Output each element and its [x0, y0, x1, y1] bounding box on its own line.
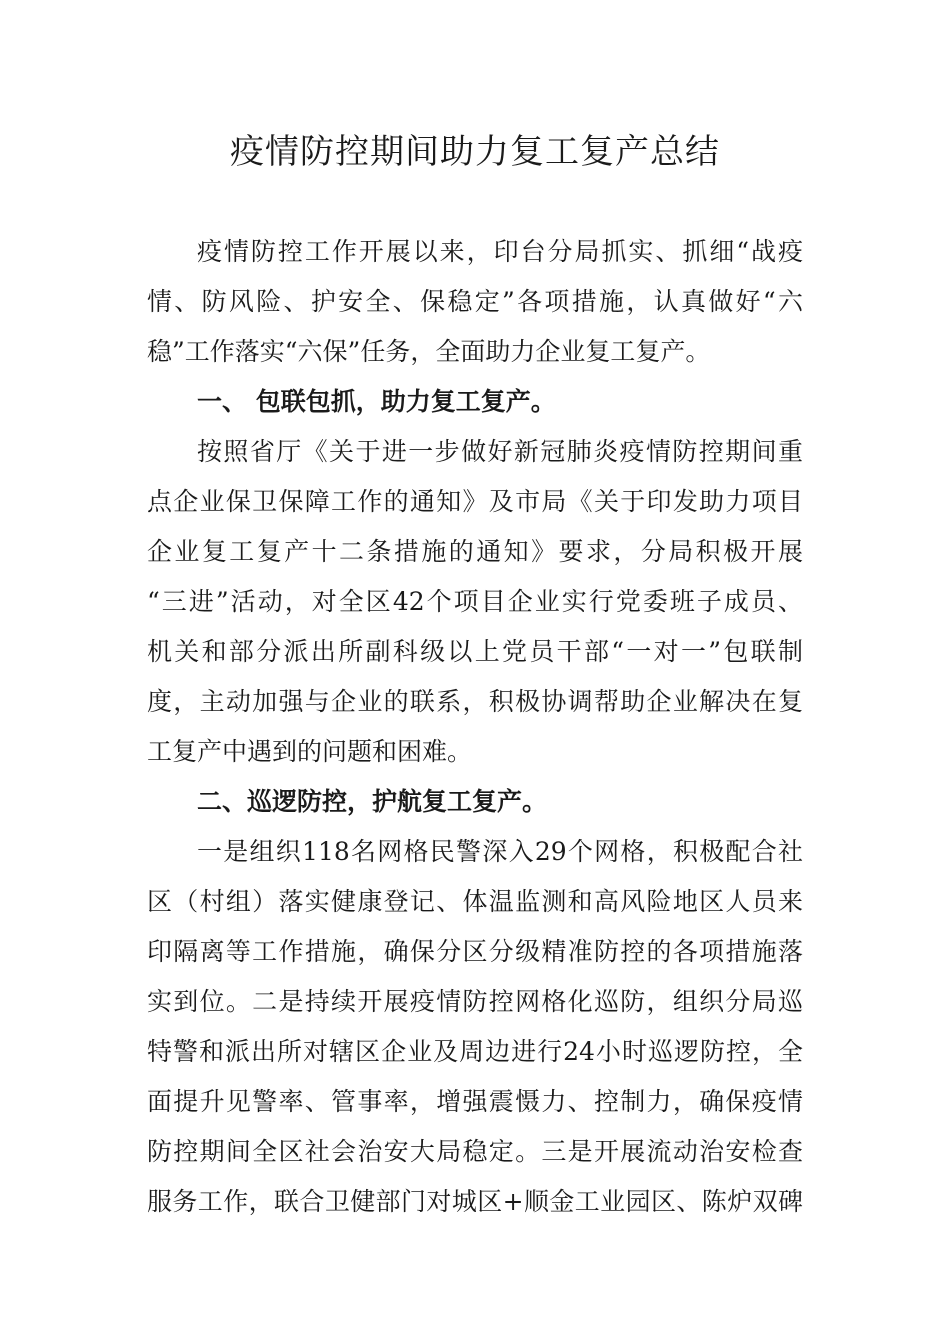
section-heading: 二、巡逻防控，护航复工复产。 [197, 787, 548, 816]
paragraph-line: 稳”工作落实“六保”任务，全面助力企业复工复产。 [147, 337, 711, 366]
paragraph-line: 企业复工复产十二条措施的通知》要求，分局积极开展 [147, 537, 803, 566]
paragraph-line: 防控期间全区社会治安大局稳定。三是开展流动治安检查 [147, 1137, 803, 1166]
section-heading: 一、 包联包抓，助力复工复产。 [197, 387, 556, 416]
paragraph-line: 面提升见警率、管事率，增强震慑力、控制力，确保疫情 [147, 1087, 803, 1116]
paragraph-line: 印隔离等工作措施，确保分区分级精准防控的各项措施落 [147, 937, 803, 966]
paragraph-line: 机关和部分派出所副科级以上党员干部“一对一”包联制 [147, 637, 803, 666]
paragraph-line: “三进”活动，对全区42个项目企业实行党委班子成员、 [147, 587, 803, 616]
paragraph-line: 按照省厅《关于进一步做好新冠肺炎疫情防控期间重 [197, 437, 803, 466]
document-title: 疫情防控期间助力复工复产总结 [230, 132, 720, 172]
paragraph-line: 情、防风险、护安全、保稳定”各项措施，认真做好“六 [147, 287, 803, 316]
paragraph-line: 区（村组）落实健康登记、体温监测和高风险地区人员来 [147, 887, 803, 916]
paragraph-line: 一是组织118名网格民警深入29个网格，积极配合社 [197, 837, 803, 866]
paragraph-line: 工复产中遇到的问题和困难。 [147, 737, 473, 766]
paragraph-line: 特警和派出所对辖区企业及周边进行24小时巡逻防控，全 [147, 1037, 803, 1066]
paragraph-line: 点企业保卫保障工作的通知》及市局《关于印发助力项目 [147, 487, 803, 516]
paragraph-line: 度，主动加强与企业的联系，积极协调帮助企业解决在复 [147, 687, 803, 716]
paragraph-line: 疫情防控工作开展以来，印台分局抓实、抓细“战疫 [197, 237, 803, 266]
paragraph-line: 服务工作，联合卫健部门对城区+顺金工业园区、陈炉双碑 [147, 1187, 803, 1216]
paragraph-line: 实到位。二是持续开展疫情防控网格化巡防，组织分局巡 [147, 987, 803, 1016]
